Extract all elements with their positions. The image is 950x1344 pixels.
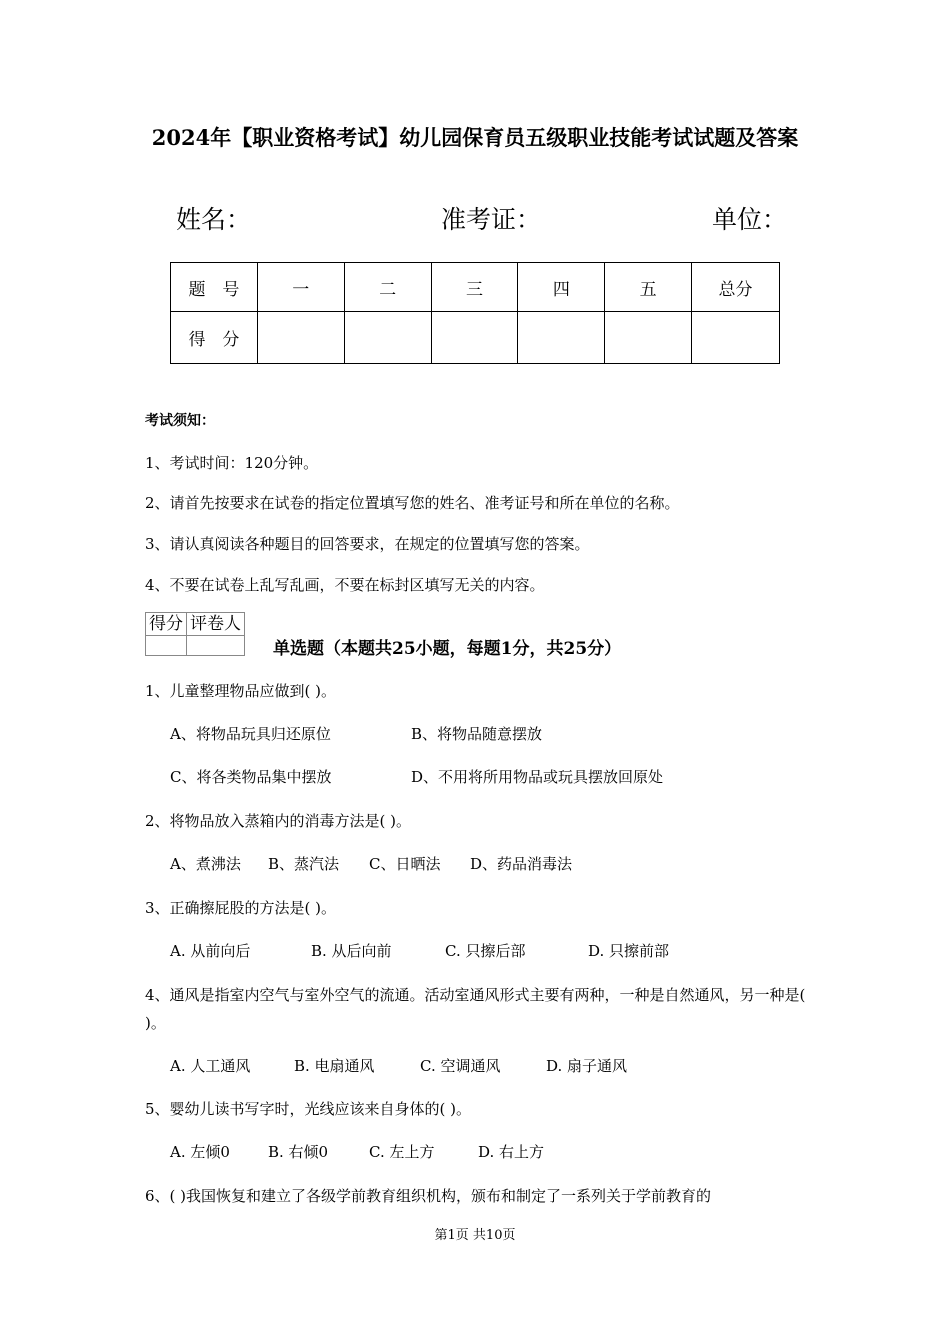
score-table-header-row — [171, 263, 780, 312]
question-option: B. 从后向前 — [311, 942, 392, 960]
question-option: D、药品消毒法 — [470, 855, 573, 873]
score-header-cell: 三 — [431, 263, 518, 312]
score-header-cell: 总分 — [692, 263, 780, 312]
score-input-cell[interactable] — [692, 312, 780, 364]
score-table-score-row — [171, 312, 780, 364]
notice-item: 4、不要在试卷上乱写乱画，不要在标封区填写无关的内容。 — [145, 576, 545, 594]
question-option: C、日晒法 — [369, 855, 441, 873]
notice-item: 2、请首先按要求在试卷的指定位置填写您的姓名、准考证号和所在单位的名称。 — [145, 494, 680, 512]
question-option: C、将各类物品集中摆放 — [170, 768, 332, 786]
page-title: 2024年【职业资格考试】幼儿园保育员五级职业技能考试试题及答案 — [151, 125, 799, 150]
question-option: A. 左倾0 — [170, 1143, 230, 1161]
question-option: D. 右上方 — [478, 1143, 545, 1161]
question-option: C. 左上方 — [369, 1143, 435, 1161]
question-option: B、蒸汽法 — [268, 855, 340, 873]
question-stem: 1、儿童整理物品应做到( )。 — [145, 682, 337, 700]
score-row-label: 得 分 — [171, 312, 258, 364]
question-option: D. 只擦前部 — [588, 942, 670, 960]
score-input-cell[interactable] — [605, 312, 692, 364]
exam-id-label: 准考证： — [441, 205, 542, 234]
score-header-cell: 题 号 — [171, 263, 258, 312]
question-stem: 2、将物品放入蒸箱内的消毒方法是( )。 — [145, 812, 412, 830]
grader-score-cell[interactable] — [146, 636, 187, 656]
grader-name-cell[interactable] — [187, 636, 245, 656]
score-input-cell[interactable] — [431, 312, 518, 364]
question-option: D. 扇子通风 — [546, 1057, 628, 1075]
page-footer: 第1页 共10页 — [434, 1228, 516, 1243]
score-header-cell: 四 — [518, 263, 605, 312]
score-input-cell[interactable] — [518, 312, 605, 364]
score-input-cell[interactable] — [344, 312, 431, 364]
grader-score-label: 得分 — [146, 613, 187, 636]
grader-name-label: 评卷人 — [187, 613, 245, 636]
score-table — [170, 262, 780, 364]
name-label: 姓名： — [176, 205, 252, 234]
grader-table — [145, 612, 245, 656]
question-option: B. 右倾0 — [268, 1143, 329, 1161]
grader-header-row — [146, 613, 245, 636]
unit-label: 单位： — [712, 205, 788, 234]
score-input-cell[interactable] — [257, 312, 344, 364]
question-stem: 5、婴幼儿读书写字时，光线应该来自身体的( )。 — [145, 1100, 472, 1118]
question-option: A、煮沸法 — [170, 855, 241, 873]
question-option: B. 电扇通风 — [294, 1057, 375, 1075]
score-header-cell: 一 — [257, 263, 344, 312]
grader-input-row — [146, 636, 245, 656]
question-option: A. 人工通风 — [170, 1057, 251, 1075]
question-option: D、不用将所用物品或玩具摆放回原处 — [411, 768, 664, 786]
notice-item: 3、请认真阅读各种题目的回答要求，在规定的位置填写您的答案。 — [145, 535, 590, 553]
question-option: A. 从前向后 — [170, 942, 251, 960]
question-stem: 4、通风是指室内空气与室外空气的流通。活动室通风形式主要有两种，一种是自然通风，另一种是( )。 — [145, 986, 806, 1032]
question-stem: 6、( )我国恢复和建立了各级学前教育组织机构，颁布和制定了一系列关于学前教育的 — [145, 1187, 712, 1205]
notice-title: 考试须知： — [145, 413, 215, 429]
question-option: C. 只擦后部 — [445, 942, 526, 960]
score-header-cell: 五 — [605, 263, 692, 312]
score-header-cell: 二 — [344, 263, 431, 312]
question-option: C. 空调通风 — [420, 1057, 501, 1075]
question-option: B、将物品随意摆放 — [411, 725, 543, 743]
question-option: A、将物品玩具归还原位 — [170, 725, 331, 743]
notice-item: 1、考试时间：120分钟。 — [145, 454, 319, 472]
question-stem: 3、正确擦屁股的方法是( )。 — [145, 899, 337, 917]
section-title: 单选题（本题共25小题，每题1分，共25分） — [273, 639, 622, 659]
